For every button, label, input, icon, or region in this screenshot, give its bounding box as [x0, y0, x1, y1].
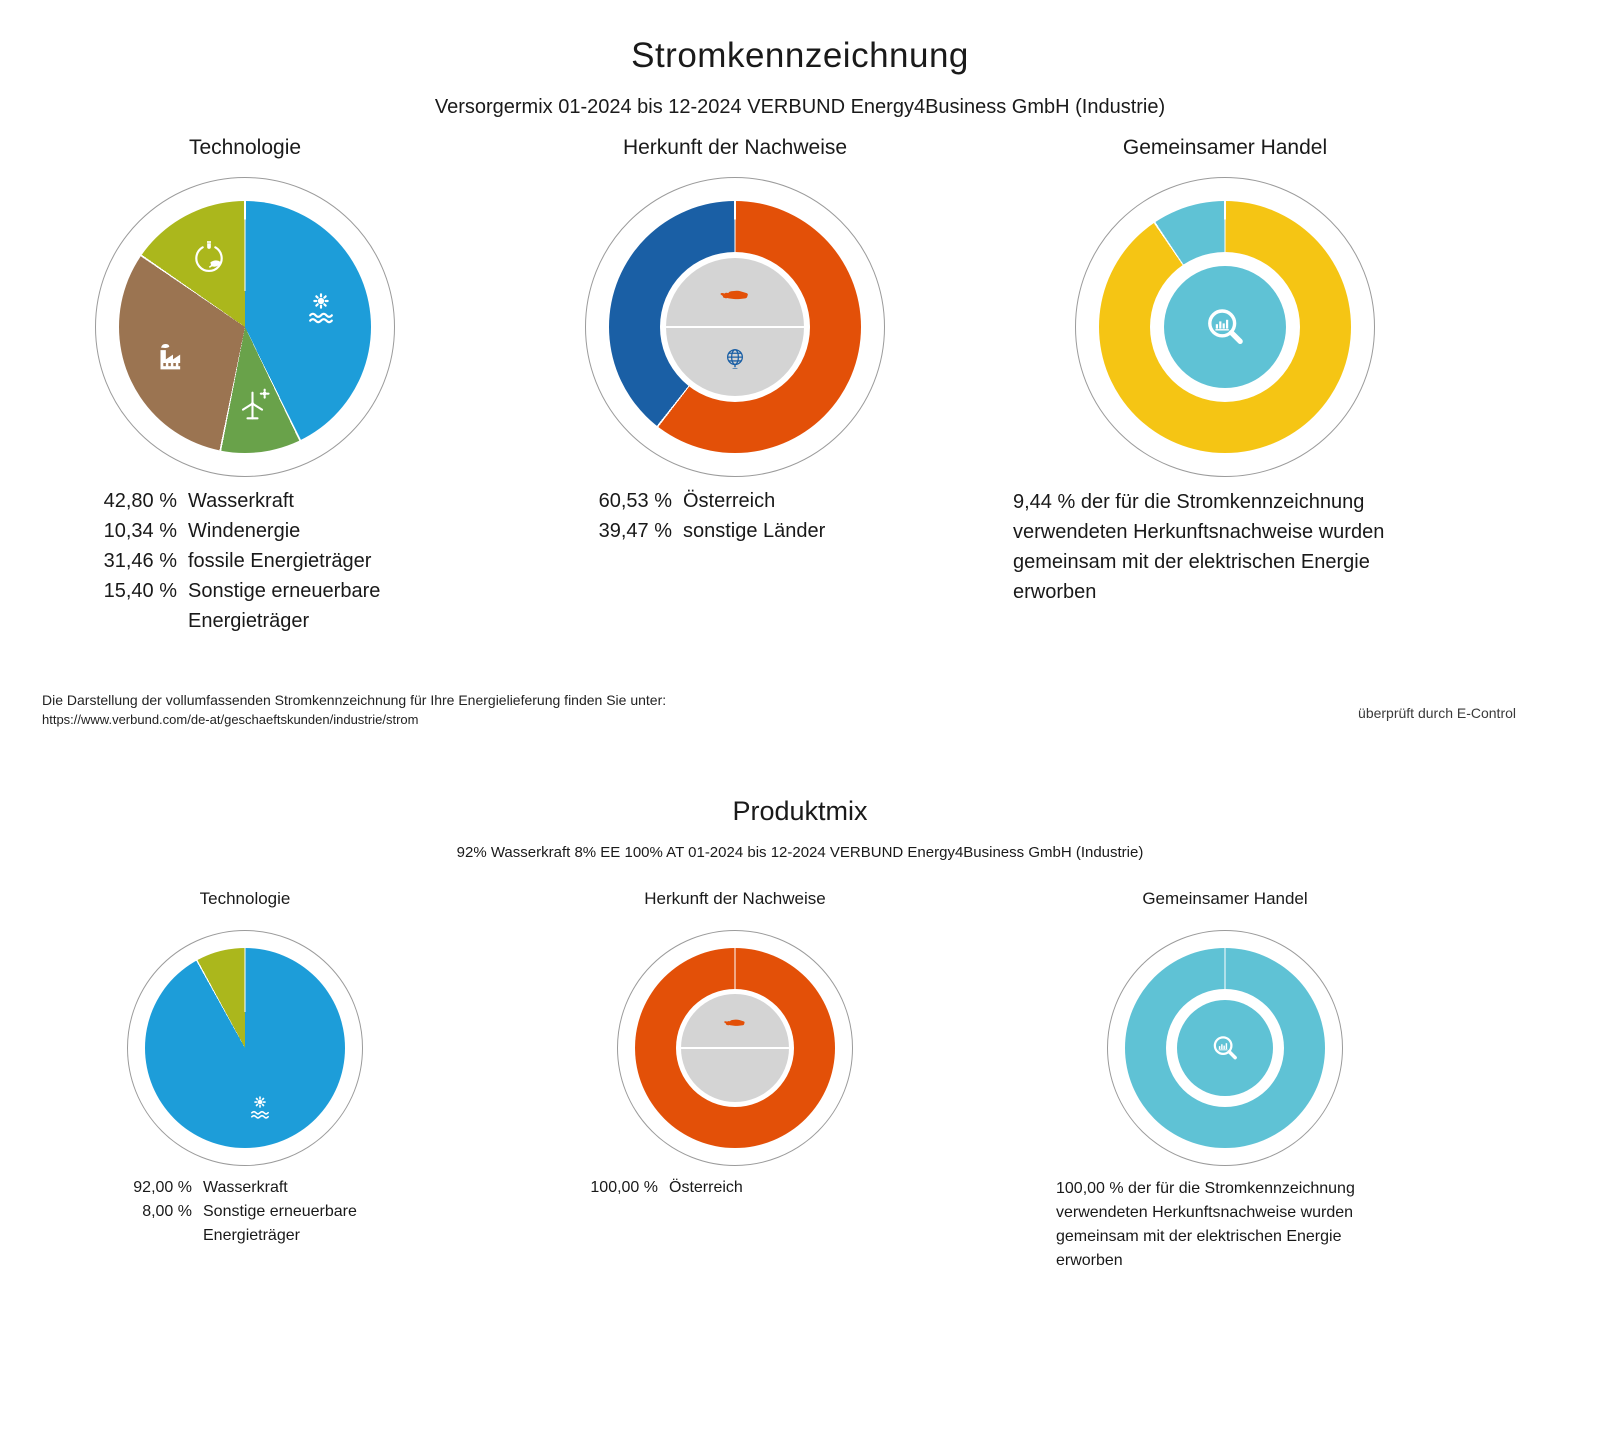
- legend-text-line: gemeinsam mit der elektrischen Energie: [1013, 551, 1370, 573]
- legend-herkunft-produktmix: [586, 1176, 743, 1200]
- chart-title-technologie-versorgermix: Technologie: [188, 136, 302, 159]
- legend-row: [120, 1176, 357, 1200]
- legend-value: 92,00 %: [133, 1179, 192, 1196]
- legend-label: Energieträger: [188, 610, 310, 632]
- legend-value: 60,53 %: [598, 490, 672, 512]
- verbund-url: https://www.verbund.com/de-at/geschaeftskunden/industrie/strom: [42, 712, 419, 727]
- water-sun-icon: [301, 289, 341, 329]
- legend-label: Sonstige erneuerbare: [188, 580, 381, 602]
- legend-row: [95, 486, 380, 516]
- legend-label: fossile Energieträger: [188, 550, 372, 572]
- legend-value: [120, 1224, 192, 1248]
- legend-label: Windenergie: [188, 520, 301, 542]
- donut-handel-versorgermix: [1075, 177, 1375, 477]
- magnifier-chart-icon: [1201, 303, 1249, 351]
- legend-label: Wasserkraft: [203, 1179, 288, 1196]
- legend-label: Sonstige erneuerbare: [203, 1203, 357, 1220]
- legend-value: 8,00 %: [142, 1203, 192, 1220]
- legend-label: Österreich: [683, 490, 776, 512]
- donut-herkunft-produktmix: [617, 930, 853, 1166]
- legend-value: 10,34 %: [103, 520, 177, 542]
- legend-row: [590, 516, 825, 546]
- legend-row: [586, 1176, 743, 1200]
- pie-technologie-produktmix: [127, 930, 363, 1166]
- factory-icon: [153, 336, 193, 376]
- legend-text-line: erworben: [1056, 1252, 1123, 1269]
- pie-technologie-versorgermix: [95, 177, 395, 477]
- center-divider-line: [666, 326, 804, 328]
- chart-title-herkunft-produktmix: Herkunft der Nachweise: [644, 889, 826, 908]
- legend-row: [95, 606, 380, 636]
- chart-title-handel-versorgermix: Gemeinsamer Handel: [1122, 136, 1328, 159]
- legend-label: Österreich: [669, 1179, 743, 1196]
- legend-value: 31,46 %: [103, 550, 177, 572]
- legend-row: [120, 1200, 357, 1224]
- legend-value: [95, 606, 177, 636]
- chart-center-disc: [1177, 1000, 1273, 1096]
- legend-row: [590, 486, 825, 516]
- magnifier-chart-icon: [1209, 1032, 1241, 1064]
- legend-text-line: gemeinsam mit der elektrischen Energie: [1056, 1228, 1342, 1245]
- legend-value: 100,00 %: [590, 1179, 658, 1196]
- austria-map-icon: [722, 1015, 749, 1030]
- footer-info-text: Die Darstellung der vollumfassenden Stromkennzeichnung für Ihre Energielieferung finden Sie unter:: [42, 692, 667, 708]
- chart-center-disc: [1164, 266, 1286, 388]
- legend-technologie-versorgermix: [95, 486, 380, 636]
- econtrol-verified-note: überprüft durch E-Control: [1358, 705, 1516, 721]
- chart-title-technologie-produktmix: Technologie: [199, 889, 291, 908]
- austria-map-icon: [717, 284, 753, 304]
- chart-center-disc: [681, 994, 789, 1102]
- globe-icon: [721, 346, 749, 374]
- wind-turbine-icon: [235, 384, 275, 424]
- legend-technologie-produktmix: [120, 1176, 357, 1248]
- legend-value: 42,80 %: [103, 490, 177, 512]
- legend-row: [95, 576, 380, 606]
- legend-label: Wasserkraft: [188, 490, 294, 512]
- water-sun-icon: [245, 1093, 275, 1123]
- page-title: Stromkennzeichnung: [631, 36, 969, 75]
- plug-leaf-icon: [189, 238, 229, 278]
- legend-row: [95, 516, 380, 546]
- legend-label: sonstige Länder: [683, 520, 826, 542]
- supplier-subtitle: Versorgermix 01-2024 bis 12-2024 VERBUND Energy4Business GmbH (Industrie): [434, 96, 1166, 118]
- donut-handel-produktmix: [1107, 930, 1343, 1166]
- legend-herkunft-versorgermix: [590, 486, 825, 546]
- legend-text-line: erworben: [1013, 581, 1097, 603]
- center-divider-line: [681, 1047, 789, 1049]
- legend-row: [95, 546, 380, 576]
- chart-title-herkunft-versorgermix: Herkunft der Nachweise: [622, 136, 848, 159]
- chart-title-handel-produktmix: Gemeinsamer Handel: [1142, 889, 1308, 908]
- produktmix-title: Produktmix: [732, 796, 868, 826]
- legend-text-line: 9,44 % der für die Stromkennzeichnung: [1013, 491, 1365, 513]
- legend-handel-produktmix: [1056, 1177, 1436, 1273]
- chart-center-disc: [666, 258, 804, 396]
- produktmix-subtitle: 92% Wasserkraft 8% EE 100% AT 01-2024 bis 12-2024 VERBUND Energy4Business GmbH (Industrie): [456, 844, 1144, 861]
- legend-text-line: verwendeten Herkunftsnachweise wurden: [1056, 1204, 1354, 1221]
- legend-text-line: verwendeten Herkunftsnachweise wurden: [1013, 521, 1385, 543]
- legend-handel-versorgermix: [1013, 487, 1473, 607]
- legend-value: 39,47 %: [598, 520, 672, 542]
- legend-label: Energieträger: [203, 1227, 300, 1244]
- legend-value: 15,40 %: [103, 580, 177, 602]
- legend-row: [120, 1224, 357, 1248]
- legend-text-line: 100,00 % der für die Stromkennzeichnung: [1056, 1180, 1355, 1197]
- donut-herkunft-versorgermix: [585, 177, 885, 477]
